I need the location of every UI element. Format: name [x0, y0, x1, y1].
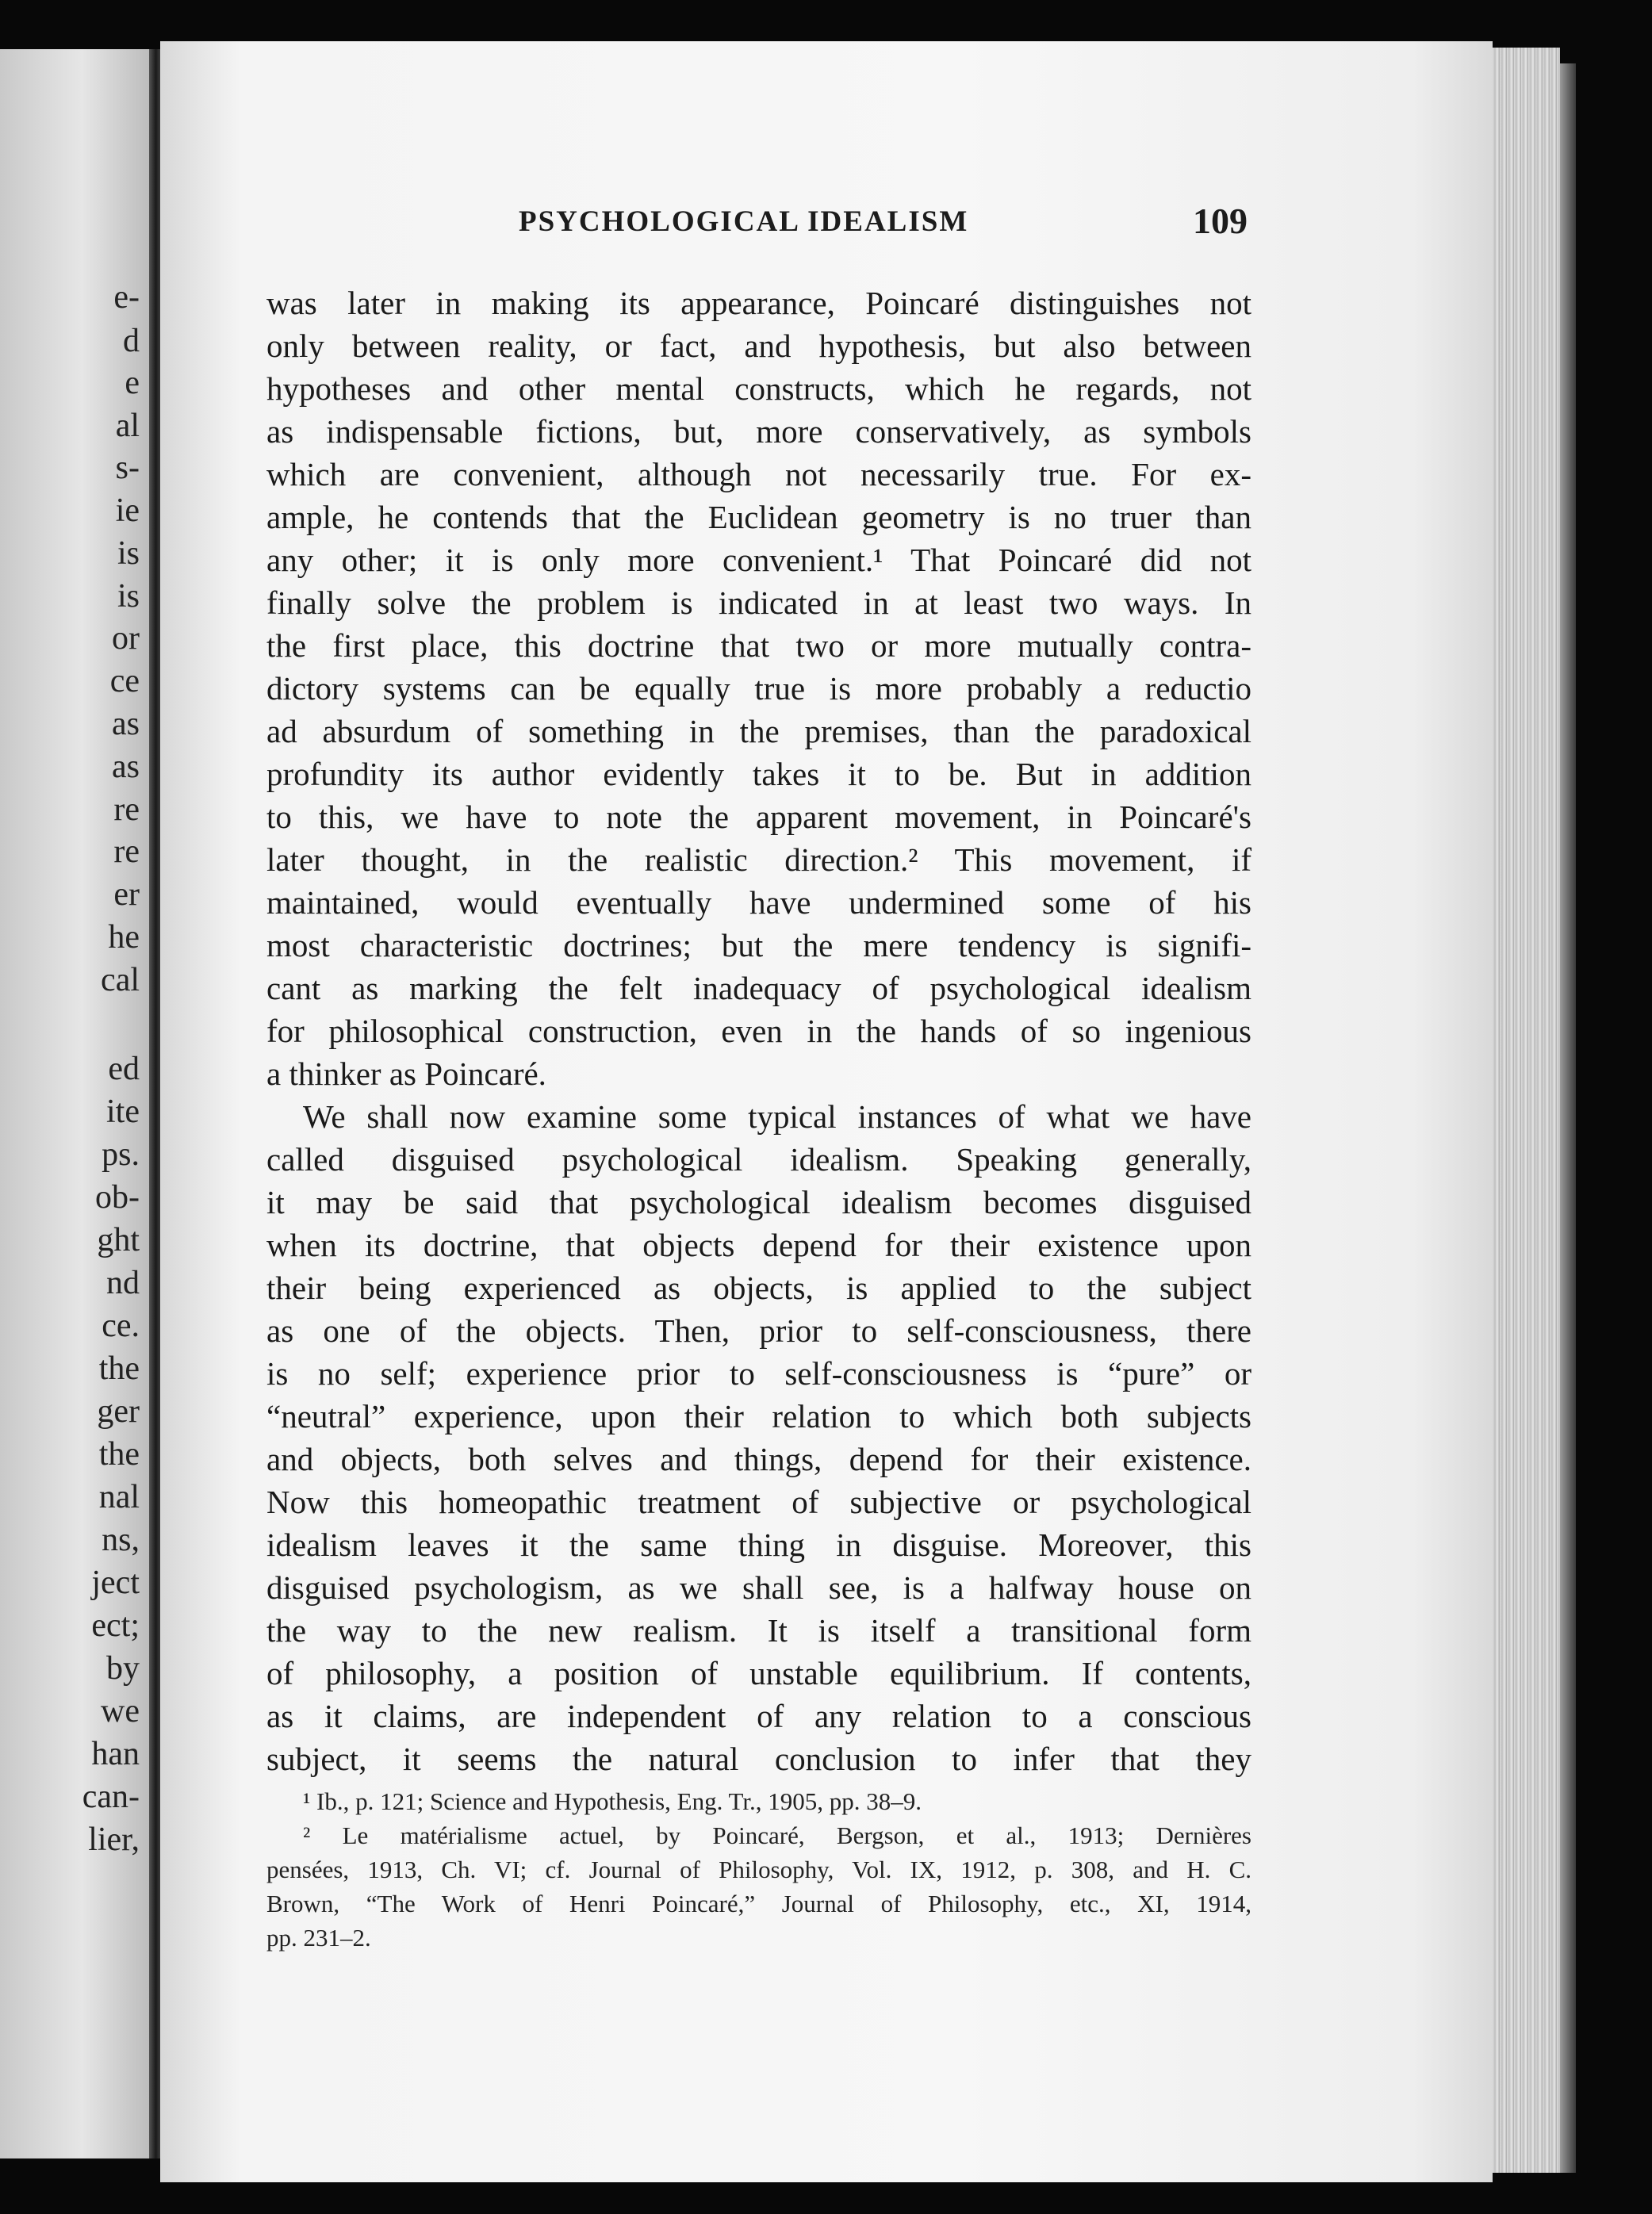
footnote-line: Brown, “The Work of Henri Poincaré,” Journal of Philosophy, etc., XI, 1914,: [266, 1890, 1251, 1917]
body-line: as one of the objects. Then, prior to self-consciousness, there: [266, 1312, 1251, 1349]
running-head: PSYCHOLOGICAL IDEALISM: [519, 205, 969, 238]
facing-page-fragment: e-: [113, 279, 140, 316]
facing-page-fragment: ie: [115, 492, 140, 529]
facing-page-fragment: nal: [98, 1479, 140, 1515]
body-line: and objects, both selves and things, depend for their existence.: [266, 1441, 1251, 1477]
facing-page: [0, 49, 149, 2158]
footnote-line: ² Le matérialisme actuel, by Poincaré, Bergson, et al., 1913; Dernières: [303, 1821, 1251, 1849]
footnote-line: ¹ Ib., p. 121; Science and Hypothesis, Eng. Tr., 1905, pp. 38–9.: [303, 1787, 922, 1815]
footnote-line: pp. 231–2.: [266, 1924, 371, 1952]
facing-page-fragment: al: [115, 408, 140, 444]
body-line: their being experienced as objects, is applied to the subject: [266, 1270, 1251, 1306]
facing-page-fragment: the: [98, 1436, 140, 1473]
facing-page-fragment: re: [113, 833, 140, 870]
facing-page-fragment: ect;: [91, 1607, 140, 1644]
body-line: which are convenient, although not necessarily true. For ex-: [266, 456, 1251, 492]
facing-page-fragment: han: [91, 1736, 140, 1772]
body-line: only between reality, or fact, and hypothesis, but also between: [266, 328, 1251, 364]
facing-page-fragment: can-: [82, 1779, 140, 1815]
body-line: dictory systems can be equally true is more probably a reductio: [266, 670, 1251, 707]
body-line: as it claims, are independent of any relation to a conscious: [266, 1698, 1251, 1734]
body-line: it may be said that psychological idealism becomes disguised: [266, 1184, 1251, 1220]
facing-page-fragment: ger: [97, 1393, 140, 1430]
facing-page-fragment: the: [98, 1350, 140, 1387]
facing-page-fragment: as: [112, 706, 140, 742]
facing-page-fragment: as: [112, 749, 140, 785]
facing-page-fragment: e: [125, 365, 140, 401]
facing-page-fragment: or: [112, 620, 140, 657]
body-line: Now this homeopathic treatment of subjective or psychological: [266, 1484, 1251, 1520]
facing-page-fragment: is: [117, 535, 140, 572]
facing-page-fragment: ght: [97, 1222, 140, 1258]
facing-page-fragment: ps.: [102, 1136, 140, 1173]
facing-page-fragment: we: [101, 1693, 140, 1729]
body-line: subject, it seems the natural conclusion to infer that they: [266, 1741, 1251, 1777]
facing-page-fragment: ject: [91, 1565, 140, 1601]
page-edge-shadow: [1560, 63, 1576, 2173]
body-line: the first place, this doctrine that two or more mutually contra-: [266, 627, 1251, 664]
facing-page-fragment: he: [108, 919, 140, 956]
body-line: any other; it is only more convenient.¹ That Poincaré did not: [266, 542, 1251, 578]
body-line: profundity its author evidently takes it to be. But in addition: [266, 756, 1251, 792]
body-line: ad absurdum of something in the premises, than the paradoxical: [266, 713, 1251, 749]
facing-page-fragment: ce: [109, 663, 140, 699]
facing-page-fragment: by: [106, 1650, 140, 1687]
body-line: “neutral” experience, upon their relation to which both subjects: [266, 1398, 1251, 1435]
body-line: We shall now examine some typical instances of what we have: [303, 1098, 1251, 1135]
page-number: 109: [1193, 201, 1248, 241]
body-line: hypotheses and other mental constructs, which he regards, not: [266, 370, 1251, 407]
body-line: a thinker as Poincaré.: [266, 1055, 546, 1092]
body-line: disguised psychologism, as we shall see, is a halfway house on: [266, 1569, 1251, 1606]
body-line: called disguised psychological idealism. Speaking generally,: [266, 1141, 1251, 1178]
body-line: for philosophical construction, even in the hands of so ingenious: [266, 1013, 1251, 1049]
body-line: was later in making its appearance, Poincaré distinguishes not: [266, 285, 1251, 321]
facing-page-fragment: re: [113, 791, 140, 828]
facing-page-fragment: d: [123, 323, 140, 359]
facing-page-fragment: lier,: [88, 1821, 140, 1858]
facing-page-fragment: er: [113, 876, 140, 913]
facing-page-fragment: cal: [101, 962, 140, 998]
body-line: most characteristic doctrines; but the mere tendency is signifi-: [266, 927, 1251, 963]
body-line: the way to the new realism. It is itself a transitional form: [266, 1612, 1251, 1649]
facing-page-fragment: ed: [108, 1051, 140, 1087]
body-line: is no self; experience prior to self-consciousness is “pure” or: [266, 1355, 1251, 1392]
facing-page-fragment: ite: [106, 1094, 140, 1130]
body-line: maintained, would eventually have undermined some of his: [266, 884, 1251, 921]
body-line: ample, he contends that the Euclidean geometry is no truer than: [266, 499, 1251, 535]
facing-page-fragment: nd: [106, 1265, 140, 1301]
body-line: idealism leaves it the same thing in disguise. Moreover, this: [266, 1526, 1251, 1563]
body-line: finally solve the problem is indicated in at least two ways. In: [266, 584, 1251, 621]
body-line: of philosophy, a position of unstable equilibrium. If contents,: [266, 1655, 1251, 1691]
facing-page-fragment: ns,: [102, 1522, 140, 1558]
body-line: to this, we have to note the apparent movement, in Poincaré's: [266, 799, 1251, 835]
body-line: later thought, in the realistic direction.² This movement, if: [266, 841, 1251, 878]
footnote-line: pensées, 1913, Ch. VI; cf. Journal of Philosophy, Vol. IX, 1912, p. 308, and H. C.: [266, 1856, 1251, 1883]
book-gutter: [149, 49, 160, 2158]
facing-page-fragment: s-: [115, 450, 140, 486]
body-line: when its doctrine, that objects depend for their existence upon: [266, 1227, 1251, 1263]
body-line: as indispensable fictions, but, more conservatively, as symbols: [266, 413, 1251, 450]
body-line: cant as marking the felt inadequacy of psychological idealism: [266, 970, 1251, 1006]
facing-page-fragment: ob-: [95, 1179, 140, 1216]
facing-page-fragment: ce.: [102, 1308, 140, 1344]
facing-page-fragment: is: [117, 578, 140, 615]
page-edges: [1493, 48, 1560, 2173]
